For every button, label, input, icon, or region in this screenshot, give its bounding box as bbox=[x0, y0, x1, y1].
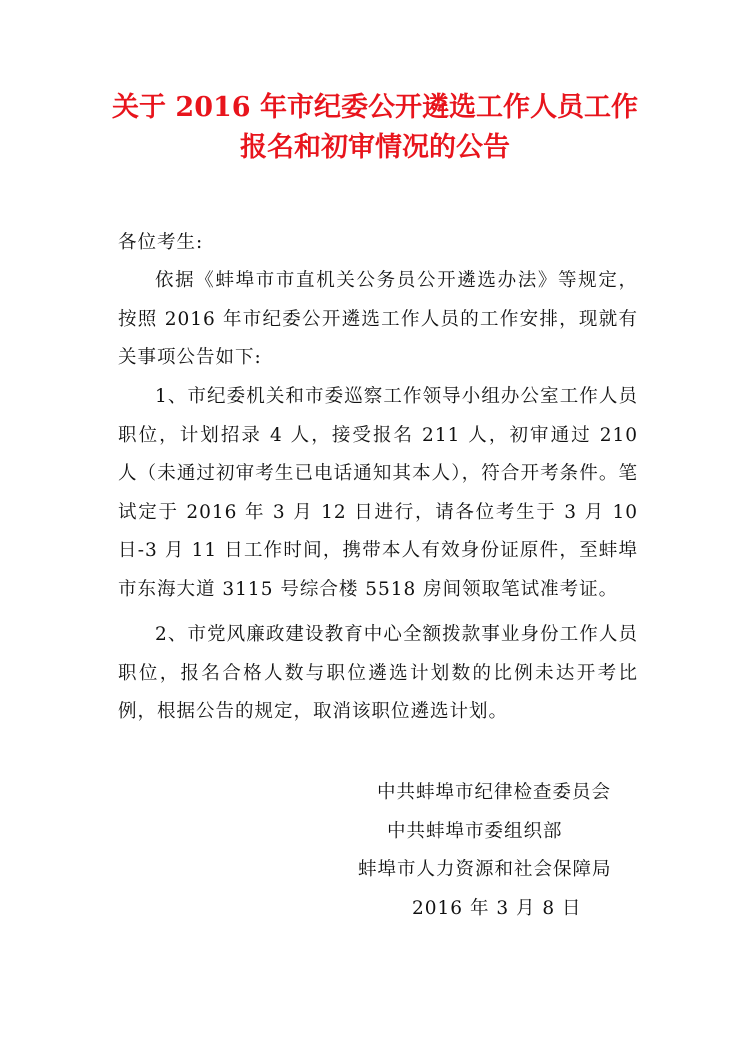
signature-date: 2016 年 3 月 8 日 bbox=[412, 897, 582, 919]
salutation: 各位考生: bbox=[118, 232, 204, 253]
signature-org-discipline-commission: 中共蚌埠市纪律检查委员会 bbox=[377, 782, 612, 803]
signature-org-hr-bureau: 蚌埠市人力资源和社会保障局 bbox=[358, 859, 612, 880]
paragraph-item-1: 1、市纪委机关和市委巡察工作领导小组办公室工作人员职位，计划招录 4 人，接受报名 211 人，初审通过 210 人（未通过初审考生已电话通知其本人），符合开考条件。笔试定于 2016 年 3 月 12 日进行，请各位考生于 3 月 10 日-3 月 11 日工作时间，携带本人有效身份证原件，至蚌埠市东海大道 3115 号综合楼 5518 房间领取笔试准考证。 bbox=[118, 386, 638, 600]
title-line-2: 报名和初审情况的公告 bbox=[240, 132, 510, 163]
paragraph-item-2: 2、市党风廉政建设教育中心全额拨款事业身份工作人员职位，报名合格人数与职位遴选计划数的比例未达开考比例，根据公告的规定，取消该职位遴选计划。 bbox=[118, 624, 638, 722]
signature-org-organization-dept: 中共蚌埠市委组织部 bbox=[387, 820, 563, 842]
title-line-1: 关于 2016 年市纪委公开遴选工作人员工作 bbox=[112, 92, 638, 123]
paragraph-intro: 依据《蚌埠市市直机关公务员公开遴选办法》等规定，按照 2016 年市纪委公开遴选工作人员的工作安排，现就有关事项公告如下: bbox=[118, 270, 638, 368]
document-title bbox=[0, 88, 750, 168]
